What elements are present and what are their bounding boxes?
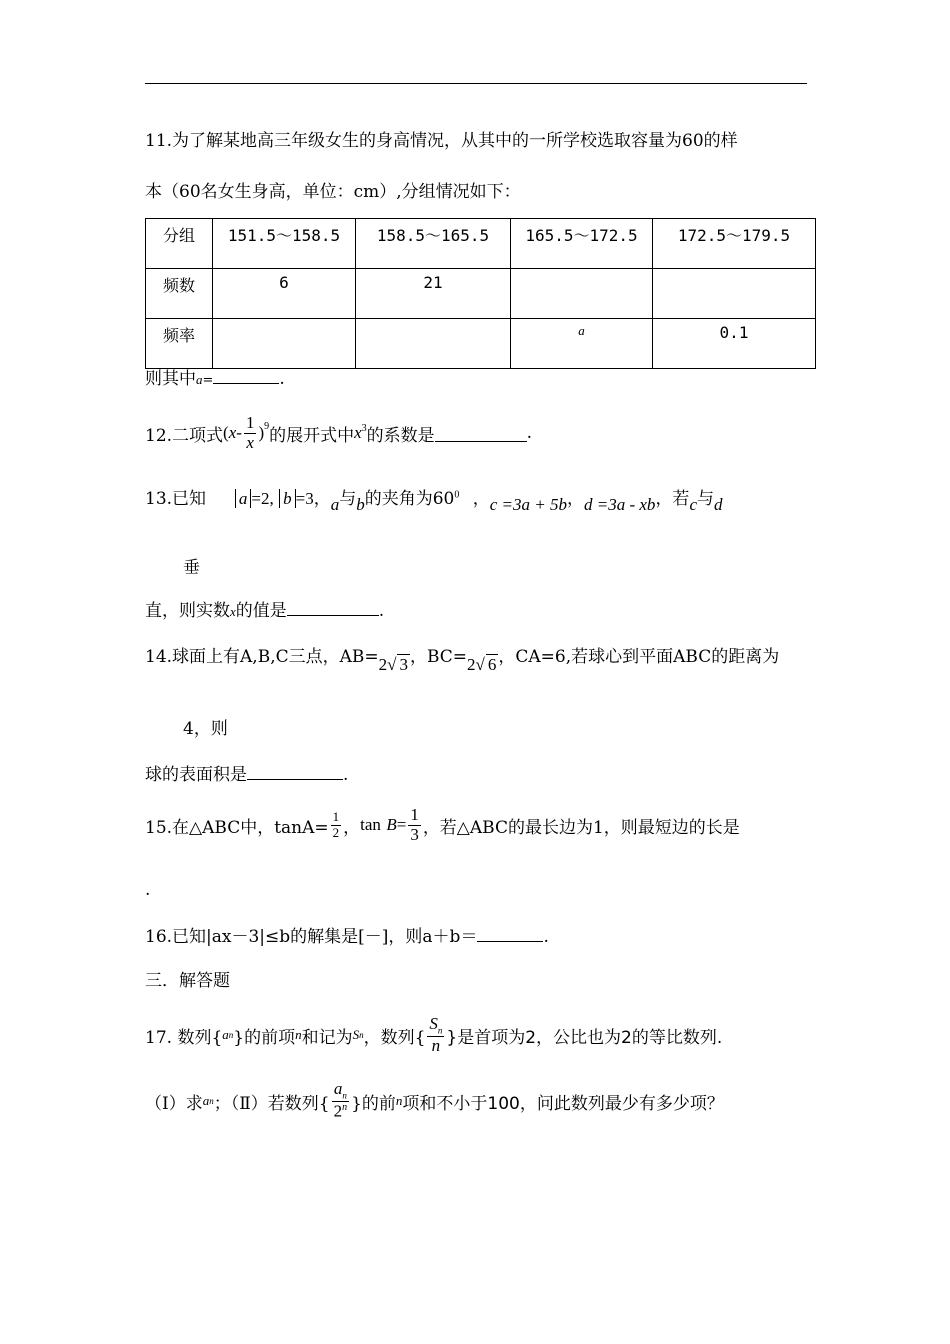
table-cell	[511, 269, 653, 319]
q14-bc-radicand: 6	[487, 655, 497, 674]
q11-answer-var: a	[196, 372, 203, 387]
q14-line1-c: ，CA=6,若球心到平面ABC的距离为	[498, 647, 780, 667]
q17-an-sub: n	[228, 1030, 234, 1040]
q15-a-num: 1	[332, 809, 340, 825]
q15-comma: ，	[343, 817, 361, 838]
header-rule	[145, 83, 807, 84]
q14-line1	[145, 642, 780, 674]
q17-c: 和记为	[301, 1027, 353, 1048]
q13-line3	[145, 596, 384, 621]
q13-prefix: 13.已知	[145, 489, 207, 509]
q13-c-expr: c =3a + 5b	[489, 495, 567, 514]
q12-fraction	[244, 414, 257, 452]
q17-p1-an: a	[202, 1093, 210, 1108]
q12-line	[145, 410, 532, 456]
q12-minus: -	[236, 423, 242, 442]
q17-p2: ；（Ⅱ）若数列{	[213, 1093, 330, 1114]
q13-line2: 垂	[183, 558, 200, 578]
q15-b-den: 3	[410, 824, 419, 844]
table-row	[146, 269, 816, 319]
q15-B: B	[386, 815, 397, 834]
q13-d-expr: d =3a - xb	[584, 495, 656, 514]
table-row	[146, 319, 816, 369]
q12-answer-blank[interactable]	[435, 425, 527, 442]
q15-fraction-a	[331, 810, 342, 840]
q13-line3-x: x	[230, 604, 236, 619]
q13-comma1: ，	[313, 489, 331, 509]
q11-answer-prefix: 则其中	[145, 369, 196, 389]
q13-with2: 与	[696, 489, 714, 509]
q15-line2: .	[145, 880, 151, 900]
q14-ab-value: 2√ 3	[378, 655, 408, 674]
q14-line3	[145, 760, 348, 785]
q13-end: .	[378, 601, 385, 621]
q11-line2: 本（60名女生身高，单位：cm）,分组情况如下：	[145, 182, 521, 202]
q13-abs-a: a	[235, 489, 252, 508]
q13-degree: 0	[454, 489, 460, 501]
q12-paren-open: (	[223, 423, 229, 442]
q14-ab-coef: 2	[378, 655, 388, 674]
q15-eq: =	[396, 815, 407, 834]
table-cell	[356, 319, 511, 369]
q13-b: b	[356, 495, 365, 514]
q13-comma3: ，	[567, 489, 584, 509]
q16-answer-blank[interactable]	[477, 925, 543, 942]
q13-answer-blank[interactable]	[287, 599, 379, 616]
q17-sn-sub: n	[359, 1030, 364, 1040]
q17-d: ，数列{	[363, 1027, 426, 1048]
q14-end: .	[343, 765, 349, 785]
q17-p3: }的前	[351, 1093, 396, 1114]
table-cell: 158.5～165.5	[356, 219, 511, 269]
q17-f-num	[332, 1080, 349, 1102]
table-cell: 151.5～158.5	[213, 219, 356, 269]
q12-end: .	[526, 423, 533, 443]
q17-p1-sub: n	[209, 1096, 214, 1106]
q15-b-num: 1	[410, 804, 419, 824]
q17-f-den	[332, 1102, 350, 1121]
table-cell: 0.1	[653, 319, 816, 369]
q17-frac-den: n	[431, 1035, 441, 1055]
q13-c: c	[689, 495, 697, 514]
q17-fraction-an	[332, 1080, 350, 1122]
q14-line1-b: ，BC=	[409, 647, 468, 667]
q17-f-num-text: a	[333, 1079, 343, 1099]
table-cell: 分组	[146, 219, 213, 269]
q15-tan: tan	[360, 815, 381, 834]
q17-fraction-sn	[427, 1015, 444, 1056]
q17-line2	[145, 1078, 724, 1124]
q17-frac-num	[427, 1015, 444, 1037]
q16-text: 16.已知|ax－3|≤b的解集是[－]，则a＋b＝	[145, 927, 478, 947]
q17-an: a	[222, 1027, 229, 1042]
table-cell	[213, 319, 356, 369]
q13-if: ，若	[655, 489, 690, 509]
frequency-table	[145, 218, 816, 369]
q11-answer	[145, 364, 285, 389]
q13-line3-b: 的值是	[235, 601, 287, 621]
q11-line1: 11.为了解某地高三年级女生的身高情况，从其中的一所学校选取容量为60的样	[145, 131, 738, 151]
q13-eq3: =3	[295, 489, 314, 508]
table-cell: 172.5～179.5	[653, 219, 816, 269]
q12-frac-num: 1	[245, 412, 255, 432]
q12-paren-close: )	[258, 423, 265, 442]
q15-a-den: 2	[332, 824, 340, 840]
table-cell	[653, 269, 816, 319]
q14-bc-value: 2√ 6	[467, 655, 497, 674]
q17-b: }的前项	[233, 1027, 296, 1048]
q14-answer-blank[interactable]	[247, 763, 343, 780]
q13-comma2: ，	[472, 489, 490, 509]
q12-mid: 的展开式中	[269, 425, 355, 446]
q17-p3-n: n	[395, 1093, 403, 1108]
table-cell: 21	[356, 269, 511, 319]
table-cell: 165.5～172.5	[511, 219, 653, 269]
q17-frac-num-text: S	[429, 1013, 438, 1033]
table-cell: 频数	[146, 269, 213, 319]
q17-f-num-sub: n	[342, 1090, 347, 1101]
q17-n: n	[295, 1027, 302, 1042]
q13-abs-b: b	[279, 489, 296, 508]
q14-line3-text: 球的表面积是	[145, 765, 247, 785]
q13-line3-a: 直，则实数	[145, 601, 230, 621]
q11-answer-end: .	[279, 369, 285, 389]
q13-angle: 的夹角为60	[364, 489, 455, 509]
q12-prefix: 12.二项式	[145, 425, 224, 446]
q12-x: x	[228, 423, 237, 442]
q13-eq2: =2,	[251, 489, 274, 508]
table-cell: a	[511, 319, 653, 369]
q17-frac-num-sub: n	[437, 1024, 443, 1035]
q14-bc-coef: 2	[467, 655, 476, 674]
q17-f-den-text: 2	[333, 1102, 343, 1122]
q17-p4: 项和不小于100，问此数列最少有多少项？	[402, 1093, 724, 1114]
q13-line1	[145, 484, 723, 514]
q15-suffix: ，若△ABC的最长边为1，则最短边的长是	[422, 817, 740, 838]
q13-a: a	[330, 495, 340, 514]
table-row	[146, 219, 816, 269]
q12-exponent: 9	[264, 420, 270, 432]
q12-suffix: 的系数是	[366, 425, 435, 446]
section-heading: 三．解答题	[145, 971, 230, 991]
table-cell: 频率	[146, 319, 213, 369]
q16-end: .	[543, 927, 549, 947]
q13-with: 与	[339, 489, 357, 509]
q17-p1: （Ⅰ）求	[145, 1093, 203, 1114]
q14-line2: 4，则	[183, 719, 228, 739]
q12-frac-den: x	[246, 432, 254, 452]
q11-answer-blank[interactable]	[213, 367, 279, 384]
q17-sn: S	[352, 1027, 360, 1042]
q17-e: }是首项为2，公比也为2的等比数列.	[446, 1027, 723, 1048]
q15-prefix: 15.在△ABC中，tanA=	[145, 817, 329, 838]
q11-answer-eq: =	[202, 373, 214, 388]
q16-line	[145, 922, 549, 947]
q17-f-den-sup: n	[342, 1102, 348, 1114]
q14-line1-a: 14.球面上有A,B,C三点，AB=	[145, 647, 379, 667]
q13-d: d	[713, 495, 723, 514]
q15-line1	[145, 802, 740, 848]
q12-x3: x	[354, 423, 362, 442]
q14-ab-radicand: 3	[399, 655, 408, 674]
table-cell: 6	[213, 269, 356, 319]
q15-fraction-b	[408, 806, 421, 844]
q12-exp3: 3	[361, 422, 367, 434]
q17-a: 17. 数列{	[145, 1027, 223, 1048]
q17-line1	[145, 1012, 722, 1058]
